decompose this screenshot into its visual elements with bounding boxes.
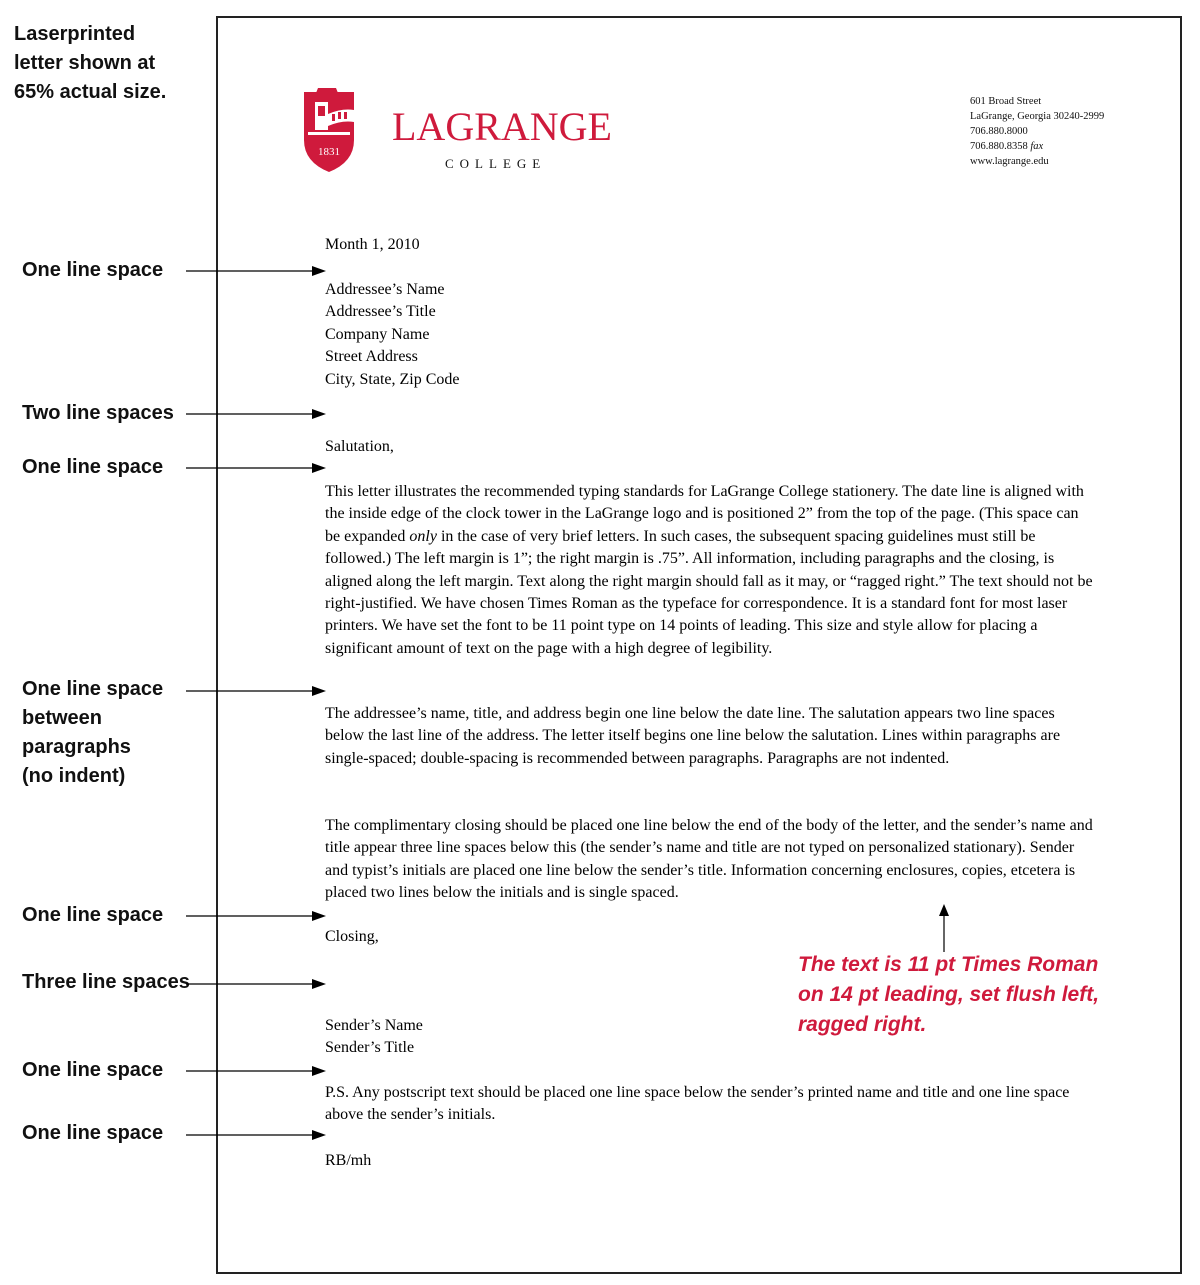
annotation-arrow-icon bbox=[186, 1129, 326, 1141]
figure-caption: Laserprinted letter shown at 65% actual size. bbox=[14, 23, 167, 103]
letter-closing: Closing, bbox=[325, 928, 379, 945]
letterhead-street: 601 Broad Street bbox=[970, 96, 1042, 107]
annotation-arrow-icon bbox=[186, 462, 326, 474]
typist-initials: RB/mh bbox=[325, 1152, 372, 1169]
logo-wordmark: LAGRANGE bbox=[392, 104, 612, 149]
typography-callout: The text is 11 pt Times Roman on 14 pt leading, set flush left, ragged right. bbox=[798, 953, 1100, 1036]
letter-salutation: Salutation, bbox=[325, 438, 394, 455]
annotation-label: One line space between paragraphs (no indent) bbox=[22, 678, 164, 787]
letterhead-fax-number: 706.880.8358 bbox=[970, 141, 1028, 152]
postscript: P.S. Any postscript text should be placed one line space below the sender’s printed name and title and one line space above the sender’s initials. bbox=[325, 1084, 1070, 1124]
sender-title: Sender’s Title bbox=[325, 1039, 415, 1057]
body-paragraph-2: The addressee’s name, title, and address begin one line below the date line. The salutation appears two line spaces below the last line of the address. The letter itself begins one line below the salutation. Lines within paragraphs are single-spaced; double-spacing is recommended between paragraphs. Paragraphs are not indented. bbox=[325, 705, 1061, 767]
annotation-label: One line space bbox=[22, 904, 164, 926]
letterhead-fax-label: fax bbox=[1030, 141, 1044, 152]
addressee-title: Addressee’s Title bbox=[325, 303, 436, 321]
body-paragraph-3: The complimentary closing should be placed one line below the end of the body of the letter, and the sender’s name and title appear three line spaces below this (the sender’s name and title are not typed on personalized stationary). Sender and typist’s initials are placed one line below the sender’s title. Information concerning enclosures, copies, etcetera is placed two lines below the initials and is single spaced. bbox=[325, 817, 1093, 902]
annotation-arrow-icon bbox=[186, 408, 326, 420]
para1-emphasis: only bbox=[409, 527, 437, 545]
annotation-label: One line space bbox=[22, 1122, 164, 1144]
annotation-label: One line space bbox=[22, 259, 164, 281]
sender-block bbox=[325, 1015, 423, 1060]
annotation-arrow-icon bbox=[186, 265, 326, 277]
annotation-label: Two line spaces bbox=[22, 402, 174, 424]
company-name: Company Name bbox=[325, 325, 430, 343]
annotation-label: One line space bbox=[22, 456, 164, 478]
addressee-name: Addressee’s Name bbox=[325, 281, 445, 298]
annotation-arrow-icon bbox=[186, 1065, 326, 1077]
addressee-block bbox=[325, 279, 460, 391]
callout-arrow-icon bbox=[936, 904, 952, 952]
annotation-label: One line space bbox=[22, 1059, 164, 1081]
letterhead-web: www.lagrange.edu bbox=[970, 156, 1049, 167]
logo-year: 1831 bbox=[318, 146, 340, 158]
logo-subtitle: COLLEGE bbox=[445, 156, 547, 171]
letterhead-phone: 706.880.8000 bbox=[970, 126, 1028, 137]
letterhead-fax bbox=[970, 139, 1104, 154]
city-state-zip: City, State, Zip Code bbox=[325, 370, 460, 388]
annotation-arrow-icon bbox=[186, 978, 326, 990]
para1-text-b: in the case of very brief letters. In such cases, the subsequent spacing guidelines must still be followed.) The left margin is 1”; the right margin is .75”. All information, including paragraphs and the closing, is aligned along the left margin. Text along the right margin should fall as it may, or “ragged right.” The text should not be right-justified. We have chosen Times Roman as the typeface for correspondence. It is a standard font for most laser printers. We have set the font to be 11 point type on 14 points of leading. This size and style allow for placing a significant amount of text on the page with a high degree of legibility. bbox=[325, 527, 1093, 657]
annotation-arrow-icon bbox=[186, 910, 326, 922]
letterhead-city: LaGrange, Georgia 30240-2999 bbox=[970, 111, 1105, 122]
body-paragraph-1 bbox=[325, 481, 1095, 660]
street-address: Street Address bbox=[325, 348, 418, 366]
letterhead-address bbox=[970, 94, 1104, 169]
annotation-label: Three line spaces bbox=[22, 971, 190, 993]
lagrange-college-logo bbox=[302, 82, 622, 174]
sender-name: Sender’s Name bbox=[325, 1017, 423, 1034]
annotation-arrow-icon bbox=[186, 685, 326, 697]
letter-date: Month 1, 2010 bbox=[325, 236, 420, 253]
clock-tower-shield-icon bbox=[304, 88, 354, 172]
para1-text-a: This letter illustrates the recommended typing standards for LaGrange College stationery. The date line is aligned with the inside edge of the clock tower in the LaGrange logo and is positioned 2” from the top of the page. (This space can be expanded bbox=[325, 483, 1084, 545]
